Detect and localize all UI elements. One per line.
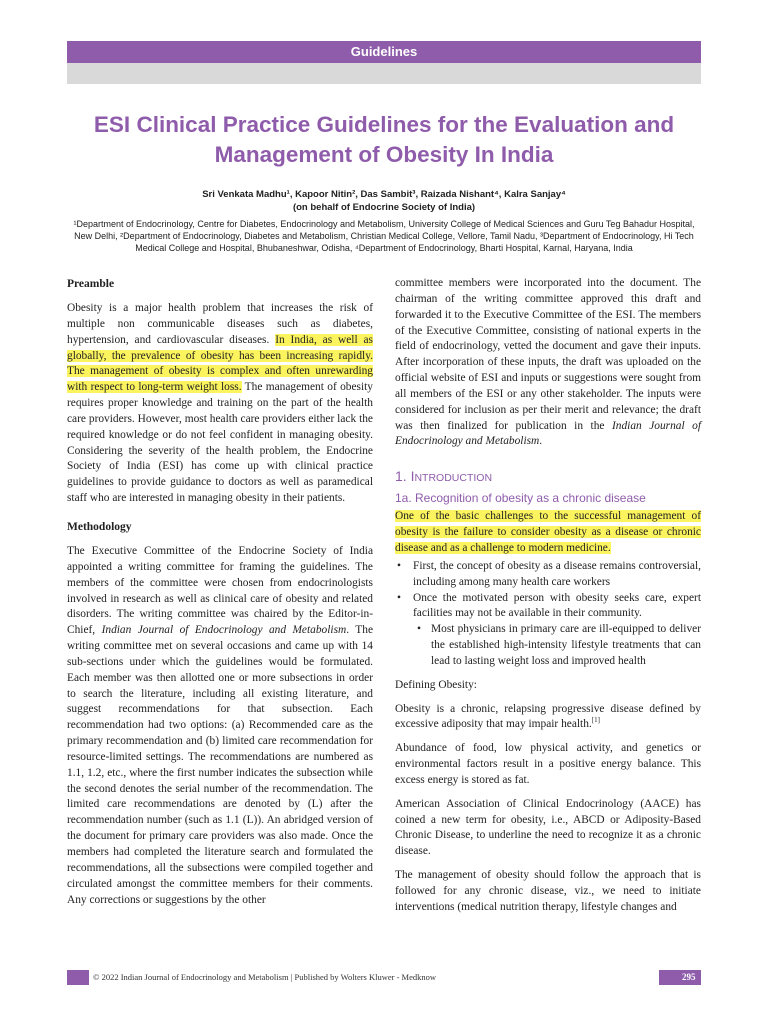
introduction-heading xyxy=(395,466,701,488)
methodology-journal-name: Indian Journal of Endocrinology and Metabolism xyxy=(101,624,347,637)
methodology-text-start: The Executive Committee of the Endocrine Society of India appointed a writing committee for framing the guidelines. The members of the committee were chosen from endocrinologists involved in research as well as clinical care of obesity and related disorders. The writing committee was chaired by the Editor-in-Chief, xyxy=(67,544,373,637)
left-column xyxy=(67,276,373,916)
continuation-paragraph xyxy=(395,276,701,450)
aace-paragraph: American Association of Clinical Endocrinology (AACE) has coined a new term for obesity, i.e., ABCD or Adiposity-Based Chronic Disease, to underline the need to recognize it as a chronic disease. xyxy=(395,797,701,858)
author-list: Sri Venkata Madhu¹, Kapoor Nitin², Das Sambit³, Raizada Nishant⁴, Kalra Sanjay⁴ xyxy=(202,189,566,200)
preamble-highlight: In India, as well as globally, the prevalence of obesity has been increasing rapidly. The management of obesity is complex and often unrewarding with respect to long-term weight loss. xyxy=(67,333,373,394)
section-label: Guidelines xyxy=(350,44,418,59)
introduction-highlight: One of the basic challenges to the successful management of obesity is the failure to consider obesity as a disease or chronic disease and as a challenge to modern medicine. xyxy=(395,510,701,554)
continuation-text-end: . xyxy=(539,435,543,448)
abundance-paragraph: Abundance of food, low physical activity, and genetics or environmental factors result in a positive energy balance. This excess energy is stored as fat. xyxy=(395,742,701,786)
footer-copyright: © 2022 Indian Journal of Endocrinology and Metabolism | Published by Wolters Kluwer - Medknow xyxy=(93,972,437,982)
article-title xyxy=(67,110,701,170)
continuation-journal-name: Indian Journal of Endocrinology and Metabolism xyxy=(395,419,701,448)
introduction-number: 1. xyxy=(395,468,411,485)
methodology-paragraph xyxy=(67,544,373,908)
methodology-heading: Methodology xyxy=(67,520,132,533)
section-header-band xyxy=(67,41,701,63)
introduction-bullet-list xyxy=(395,559,701,622)
preamble-text-start: Obesity is a major health problem that increases the risk of multiple non communicable diseases such as diabetes, hypertension, and cardiovascular diseases. xyxy=(67,302,373,346)
list-item: • Most physicians in primary care are ill-equipped to deliver the established high-intensity lifestyle treatments that can lead to lasting weight loss and improved health xyxy=(395,622,701,670)
header-gray-band xyxy=(67,63,701,84)
introduction-sub-bullet-list xyxy=(395,622,701,670)
introduction-heading-initial: I xyxy=(410,468,415,485)
author-note: (on behalf of Endocrine Society of India) xyxy=(292,202,476,213)
list-item: • Once the motivated person with obesity seeks care, expert facilities may not be available in their community. xyxy=(395,591,701,623)
introduction-heading-rest: NTRODUCTION xyxy=(414,472,493,485)
author-block xyxy=(67,188,701,214)
page-number: 295 xyxy=(682,972,696,982)
introduction-highlight-paragraph xyxy=(395,509,701,557)
continuation-text-start: committee members were incorporated into the document. The chairman of the writing committee approved this draft and forwarded it to the Executive Committee of the ESI. The members of the Executive Committee, consisting of national experts in the field of endocrinology, vetted the document and gave their inputs. After incorporation of these inputs, the draft was uploaded on the official website of ESI and inputs or suggestions were sought from all members of the ESI or any other stakeholder. The inputs were considered for inclusion as per their merit and relevance; the draft was then finalized for publication in the xyxy=(395,277,701,432)
preamble-heading: Preamble xyxy=(67,278,115,290)
affiliations: ¹Department of Endocrinology, Centre for Diabetes, Endocrinology and Metabolism, University College of Medical Sciences and Guru Teg Bahadur Hospital, New Delhi, ²Department of Endocrinology, Diabetes and Metabolism, Christian Medical College, Vellore, Tamil Nadu, ³Department of Endocrinology, Hi Tech Medical College and Hospital, Bhubaneshwar, Odisha, ⁴Department of Endocrinology, Bharti Hospital, Karnal, Haryana, India xyxy=(73,219,695,253)
defining-obesity-text: Obesity is a chronic, relapsing progressive disease defined by excessive adiposity that may impair health. xyxy=(395,702,701,731)
reference-marker: [1] xyxy=(591,716,600,725)
preamble-paragraph xyxy=(67,301,373,507)
title-line-2: Management of Obesity In India xyxy=(214,142,554,167)
defining-obesity-label: Defining Obesity: xyxy=(395,678,477,691)
management-paragraph: The management of obesity should follow the approach that is followed for any chronic disease, viz., we need to initiate interventions (medical nutrition therapy, lifestyle changes and xyxy=(395,869,701,913)
title-line-1: ESI Clinical Practice Guidelines for the Evaluation and xyxy=(93,112,675,137)
list-item: • First, the concept of obesity as a disease remains controversial, including among many health care workers xyxy=(395,559,701,591)
methodology-text-end: . The writing committee met on several occasions and came up with 14 sub-sections under which the guidelines would be formulated. Each member was then allotted one or more subsections in order to search the literature, including all existing literature, and suggest recommendations for that subsection. Each recommendation had two options: (a) Recommended care as the primary recommendation and (b) limited care recommendation for resource-limited settings. The recommendations are numbered as 1.1, 1.2, etc., where the first number indicates the subsection while the second denotes the serial number of the recommendation. The limited care recommendations are denoted by (L) after the recommendation number (such as 1.1 (L)). An abridged version of the document for primary care providers was also made. Once the members had completed the literature search and formulated the recommendations, all the subsections were compiled together and circulated amongst the committee members for their comments. Any corrections or suggestions by the other xyxy=(67,624,373,906)
preamble-text-end: The management of obesity requires proper knowledge and training on the part of the health care providers. However, most health care providers either lack the required knowledge or do not feel confident in managing obesity. Considering the severity of the health problem, the Endocrine Society of India (ESI) has come up with clinical practice guidelines to provide guidance to doctors as well as paramedical staff who are interested in managing obesity in their patients. xyxy=(67,381,373,505)
right-column xyxy=(395,276,701,924)
subsection-heading-1a: 1a. Recognition of obesity as a chronic disease xyxy=(395,491,646,506)
defining-obesity-paragraph xyxy=(395,702,701,734)
